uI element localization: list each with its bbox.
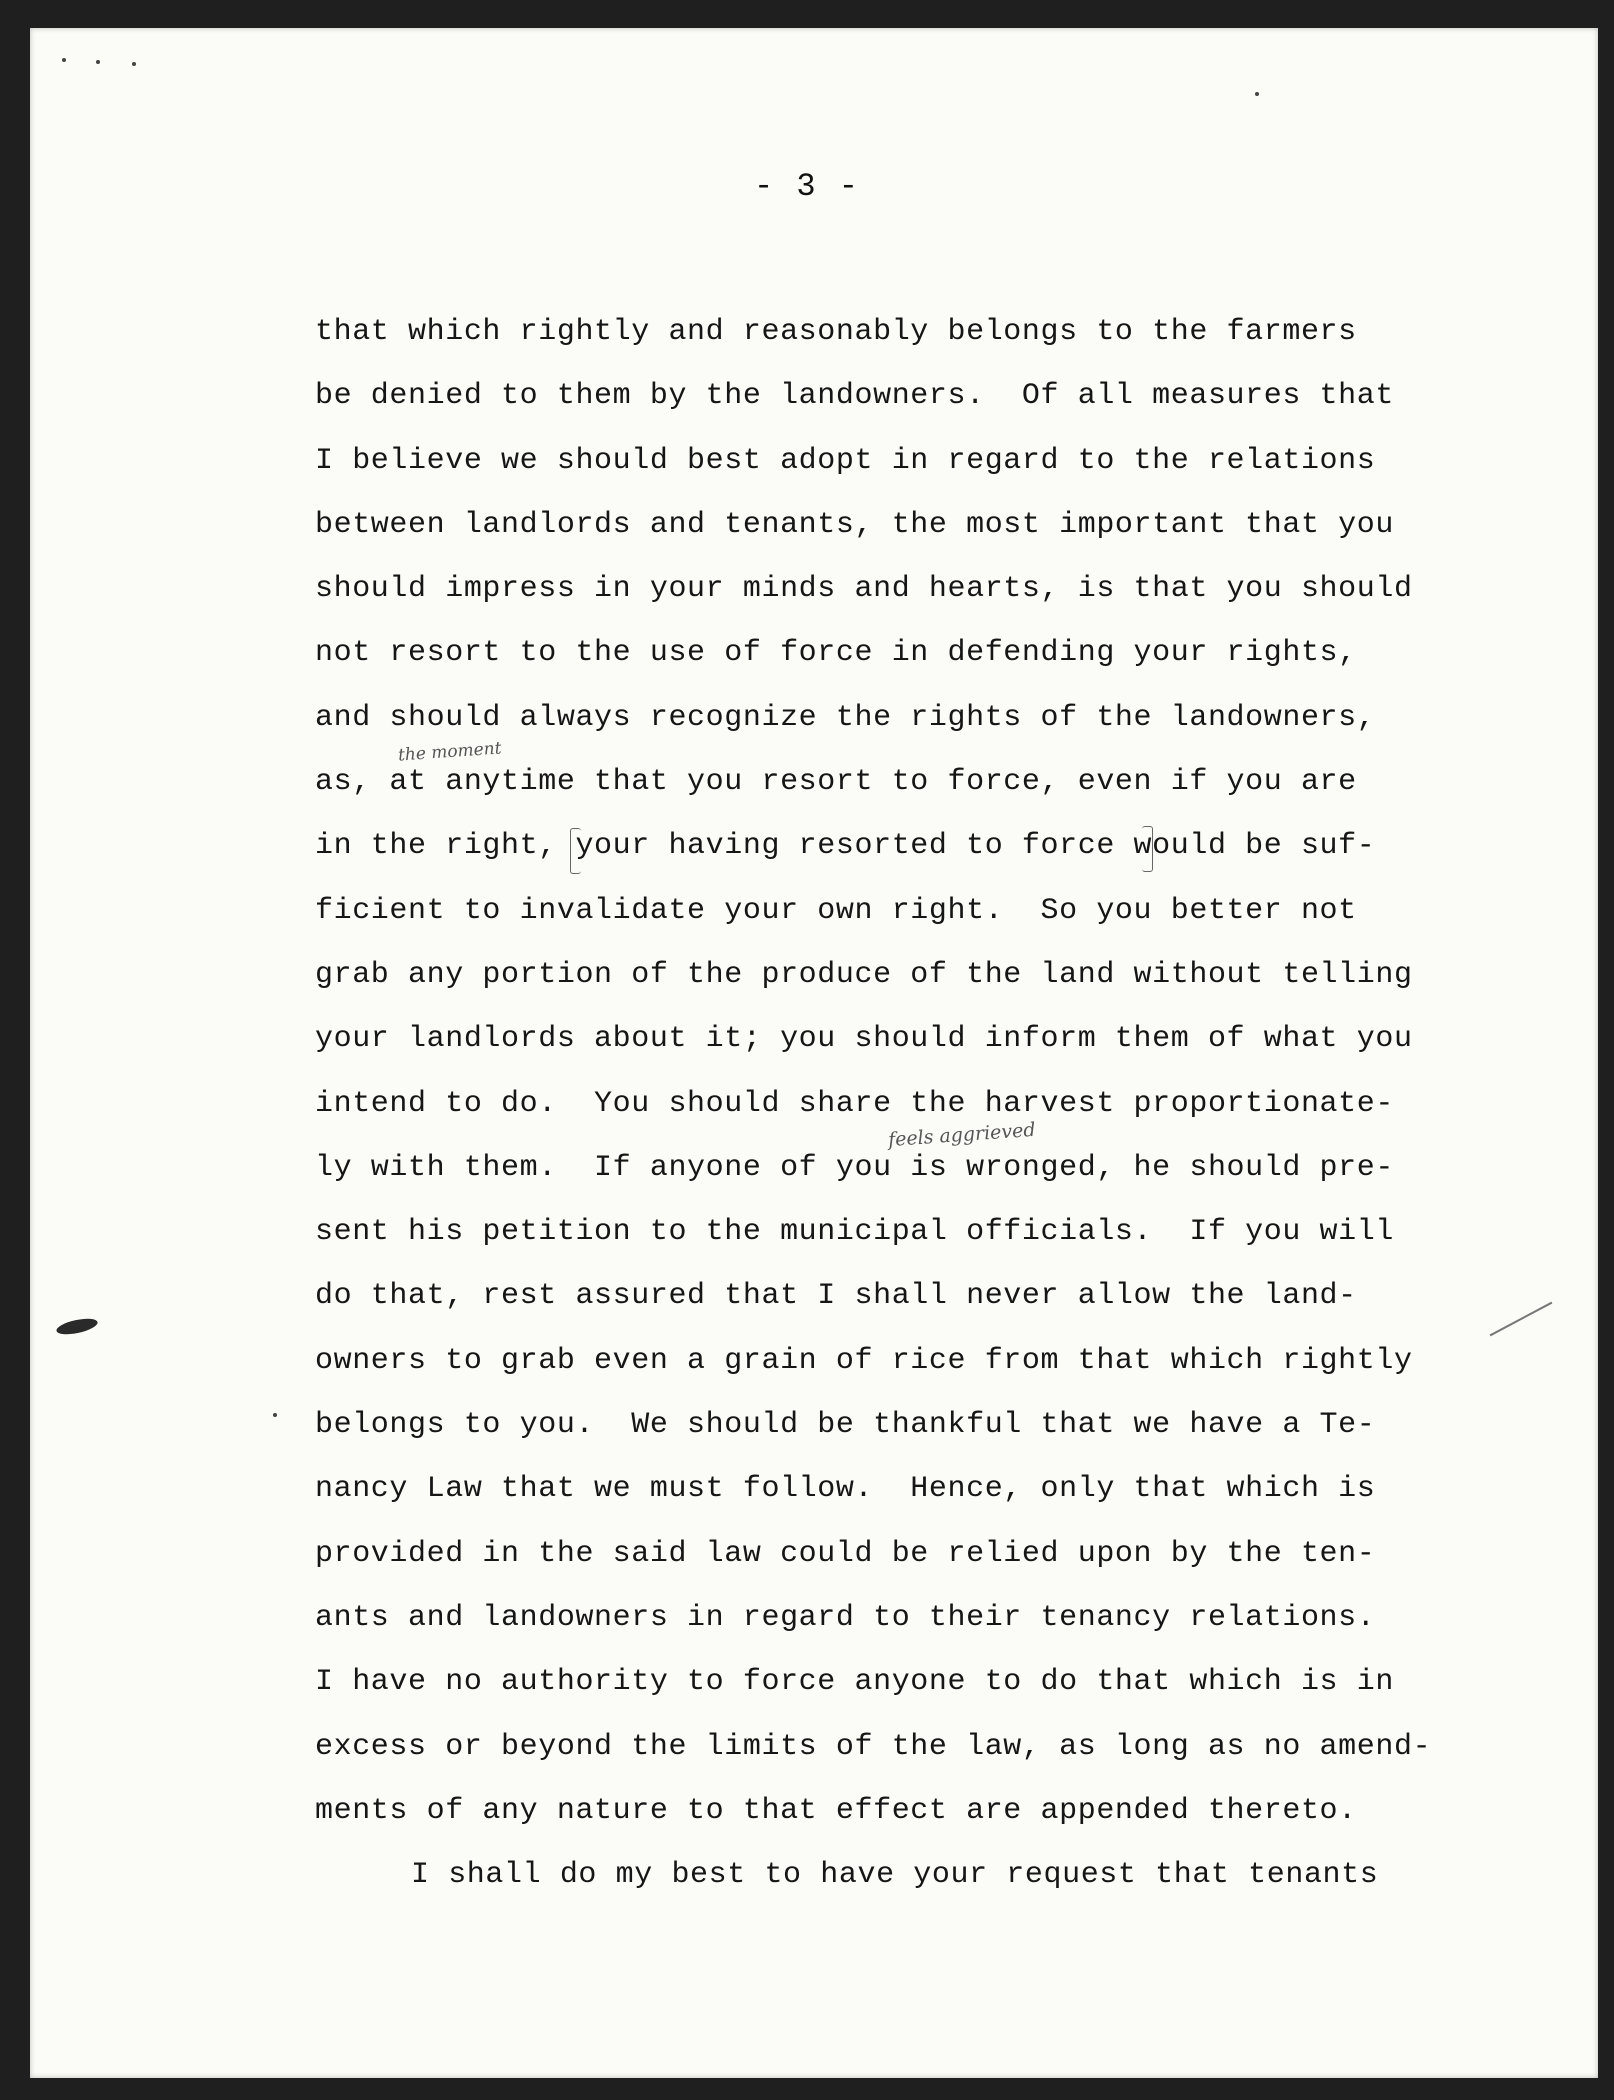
text-line: ly with them. If anyone of you is wronged, he should pre- — [315, 1150, 1394, 1185]
text-line: in the right, your having resorted to force would be suf- — [315, 829, 1376, 864]
text-line: as, at anytime that you resort to force, even if you are — [315, 765, 1357, 800]
text-line: ants and landowners in regard to their tenancy relations. — [315, 1600, 1376, 1635]
text-line: be denied to them by the landowners. Of all measures that — [315, 379, 1394, 414]
text-line: nancy Law that we must follow. Hence, only that which is — [315, 1472, 1376, 1507]
text-line: owners to grab even a grain of rice from that which rightly — [315, 1343, 1413, 1378]
text-line: I believe we should best adopt in regard to the relations — [315, 443, 1376, 478]
scan-speck — [62, 58, 66, 62]
text-line: grab any portion of the produce of the land without telling — [315, 957, 1413, 992]
text-line: that which rightly and reasonably belongs to the farmers — [315, 315, 1357, 349]
page-number: - 3 - — [753, 168, 860, 205]
handwritten-annotation: the moment — [397, 738, 503, 766]
text-line: ments of any nature to that effect are appended thereto. — [315, 1793, 1357, 1828]
text-line: not resort to the use of force in defending your rights, — [315, 636, 1357, 671]
text-line: should impress in your minds and hearts, is that you should — [315, 572, 1413, 607]
text-line: sent his petition to the municipal officials. If you will — [315, 1215, 1394, 1250]
text-line: provided in the said law could be relied upon by the ten- — [315, 1536, 1376, 1571]
text-line: I shall do my best to have your request that tenants — [411, 1858, 1379, 1893]
text-line: your landlords about it; you should inform them of what you — [315, 1022, 1413, 1057]
text-line: I have no authority to force anyone to do that which is in — [315, 1665, 1394, 1700]
text-line: intend to do. You should share the harvest proportionate- — [315, 1086, 1394, 1121]
scan-speck — [273, 1413, 277, 1417]
text-line: between landlords and tenants, the most important that you — [315, 507, 1394, 542]
scan-speck — [132, 62, 136, 66]
scan-speck — [1255, 92, 1259, 96]
text-line: excess or beyond the limits of the law, as long as no amend- — [315, 1729, 1432, 1764]
text-line: belongs to you. We should be thankful that we have a Te- — [315, 1408, 1376, 1443]
text-line: ficient to invalidate your own right. So you better not — [315, 893, 1357, 928]
scan-speck — [96, 60, 100, 64]
text-line: and should always recognize the rights of the landowners, — [315, 700, 1376, 735]
handwritten-bracket — [1142, 826, 1153, 872]
body-text — [315, 300, 1495, 1907]
text-line: do that, rest assured that I shall never allow the land- — [315, 1279, 1357, 1314]
handwritten-bracket — [570, 828, 581, 874]
handwritten-annotation: feels aggrieved — [887, 1118, 1037, 1152]
